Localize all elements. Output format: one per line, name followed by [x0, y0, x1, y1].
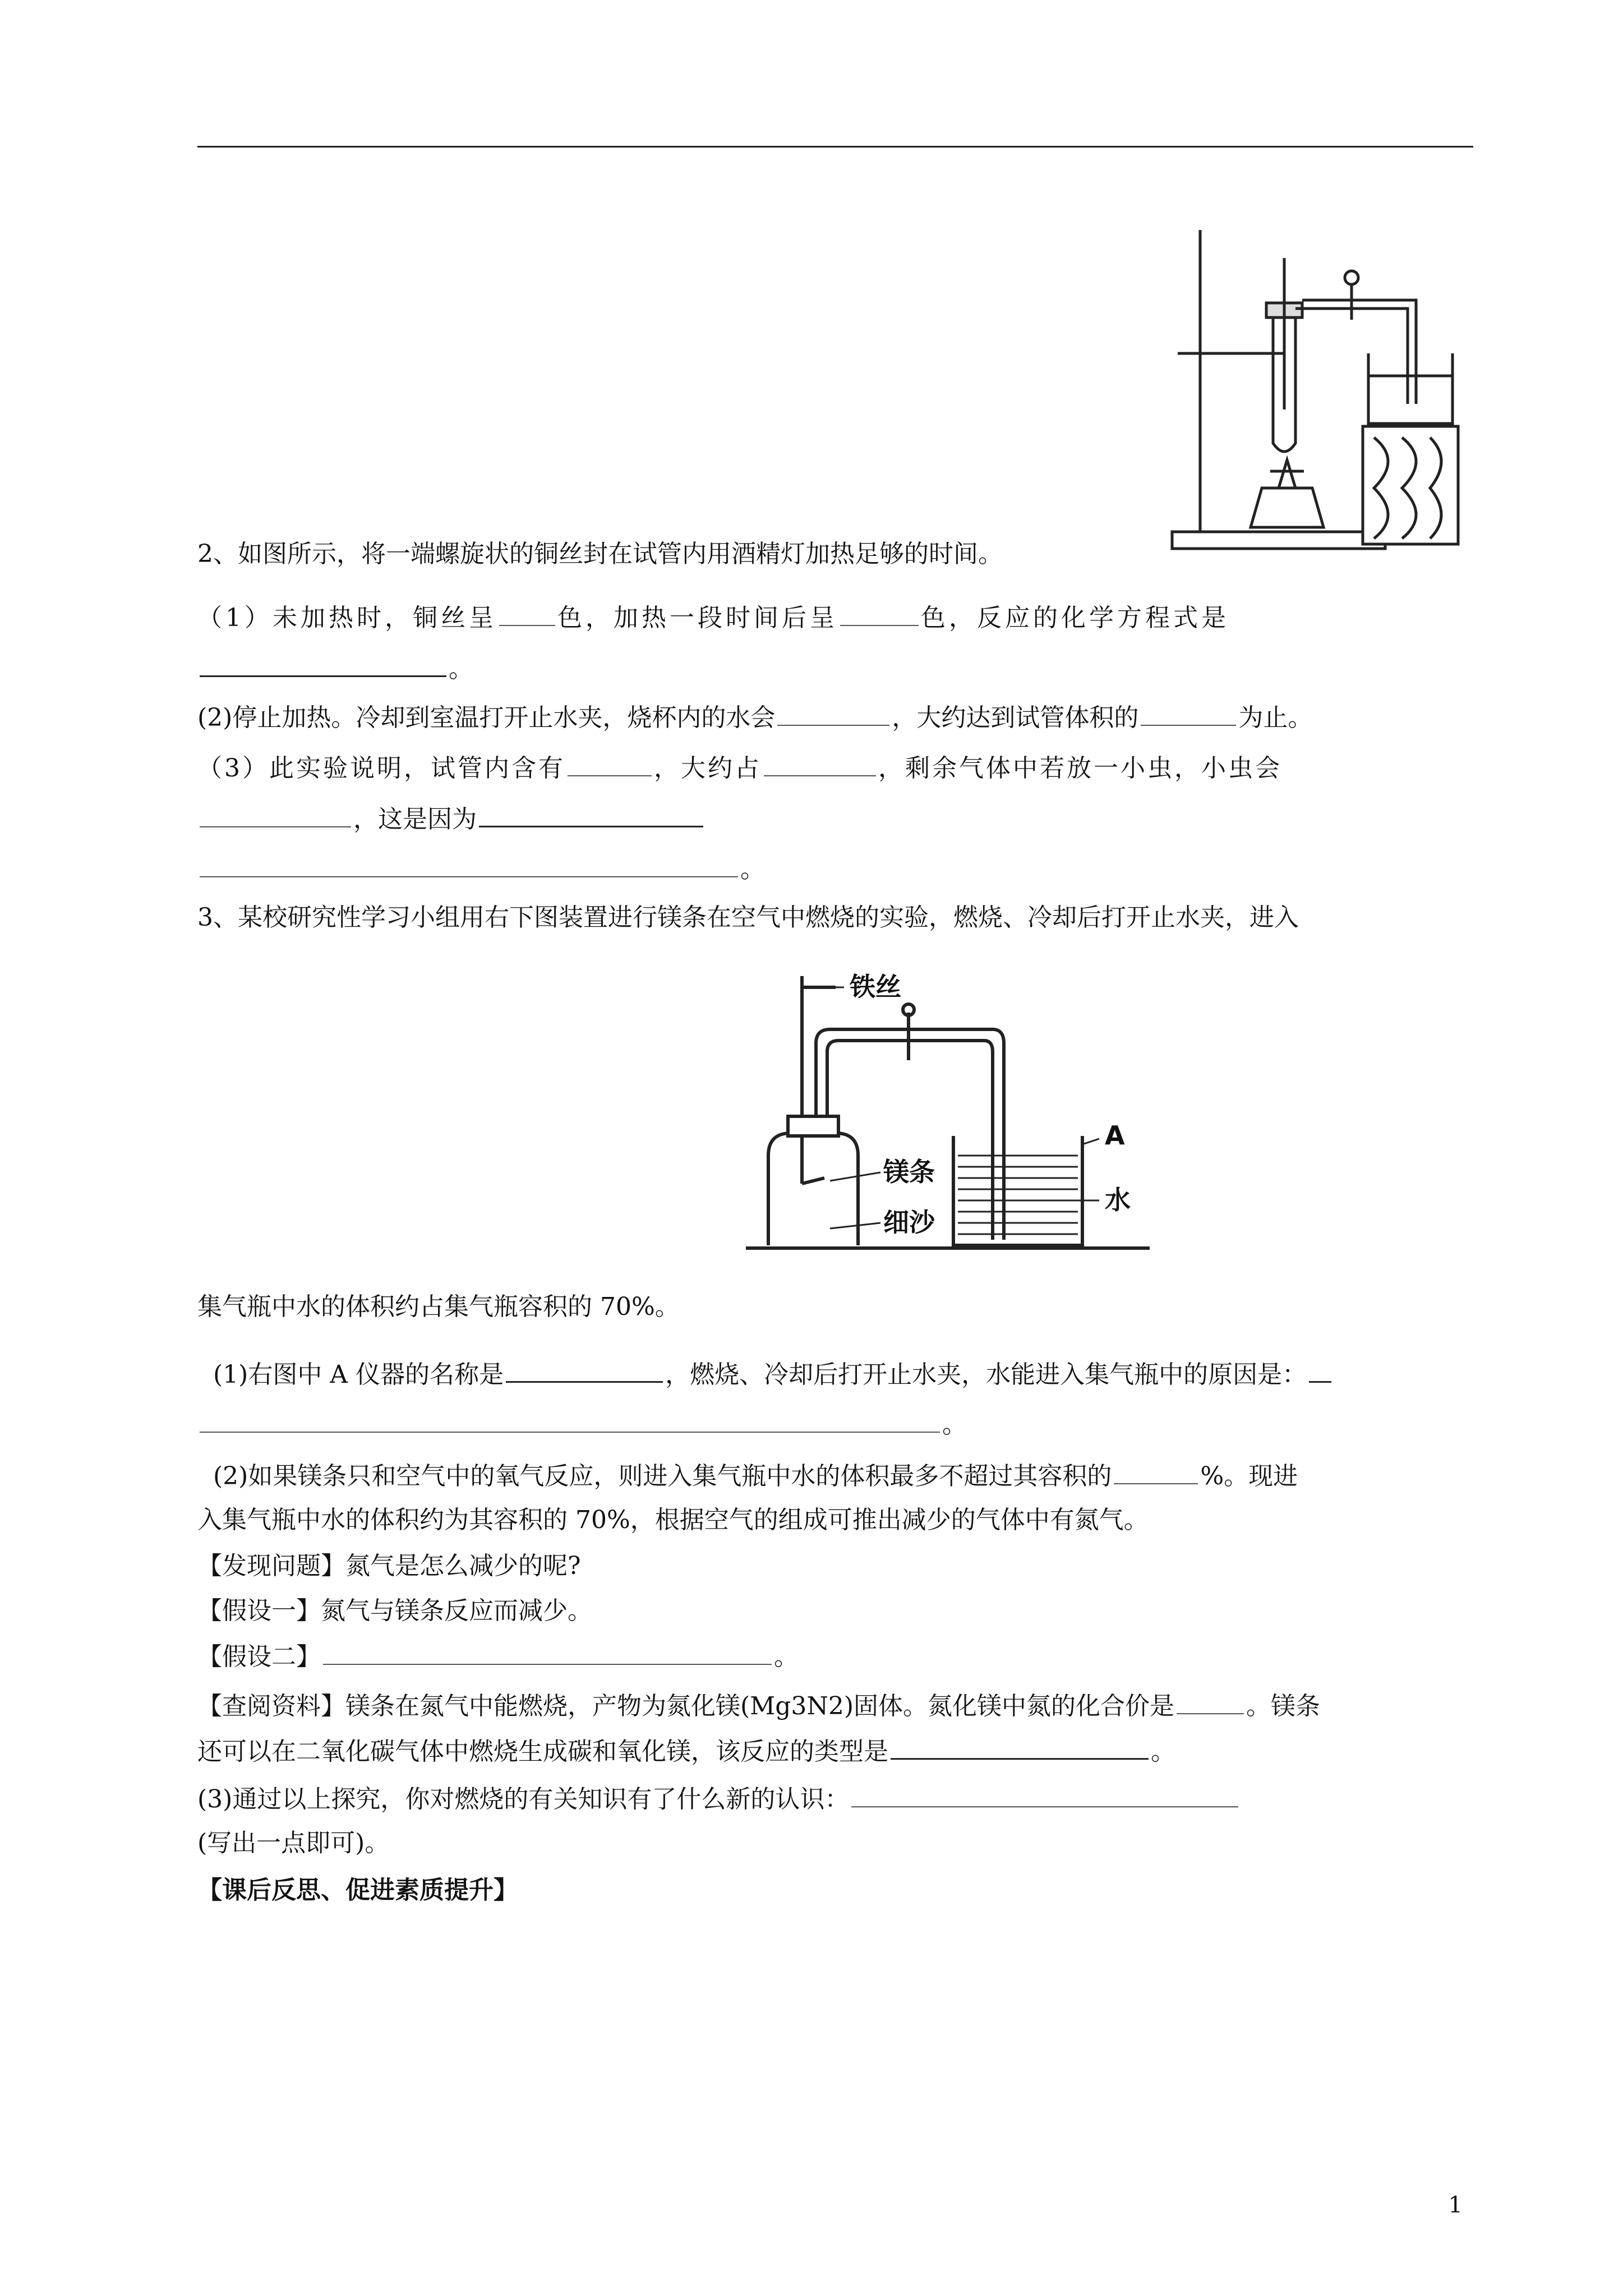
- q2-p1-text-a: （1）未加热时，铜丝呈: [197, 604, 497, 632]
- q2-p1-text-b: 色，加热一段时间后呈: [557, 604, 838, 632]
- q2-blank-reason-cont[interactable]: [200, 852, 738, 877]
- label-a: A: [1105, 1120, 1125, 1151]
- q3-blank-reason[interactable]: [200, 1407, 940, 1433]
- label-iron-wire: 铁丝: [850, 972, 901, 1002]
- q3-s2-text-b: %。现进: [1200, 1462, 1298, 1490]
- q2-blank-reason[interactable]: [479, 801, 703, 827]
- q3-hypothesis-2: [197, 1639, 799, 1674]
- q2-blank-color-after[interactable]: [840, 600, 919, 626]
- q2-p3-text-c: ，剩余气体中若放一小虫，小虫会: [878, 754, 1282, 783]
- reflection-heading: 【课后反思、促进素质提升】: [197, 1876, 518, 1904]
- q3-blank-instrument[interactable]: [506, 1356, 663, 1383]
- q2-p1-end: 。: [449, 655, 473, 683]
- q2-p3-text-a: （3）此实验说明，试管内含有: [197, 754, 565, 783]
- page-number: 1: [1448, 2192, 1463, 2218]
- q3-ref-text-c: 还可以在二氧化碳气体中燃烧生成碳和氧化镁，该反应的类型是: [197, 1737, 888, 1766]
- figure-copper-heating-apparatus: [1166, 224, 1469, 555]
- q2-intro: 2、如图所示，将一端螺旋状的铜丝封在试管内用酒精灯加热足够的时间。: [197, 540, 1003, 568]
- q3-sub3: [197, 1782, 1241, 1816]
- q2-part1: [197, 600, 1229, 635]
- q2-part2: [197, 700, 1312, 735]
- q3-ref-text-a: 【查阅资料】镁条在氮气中能燃烧，产物为氮化镁(Mg3N2)固体。氮化镁中氮的化合价是: [197, 1692, 1175, 1720]
- q3-ref-end: 。: [1151, 1737, 1175, 1766]
- q3-sub1: [213, 1356, 1334, 1392]
- q2-part3: [197, 751, 1282, 785]
- q3-blank-reaction-type[interactable]: [891, 1733, 1149, 1760]
- q2-blank-volume[interactable]: [1141, 700, 1236, 726]
- q2-blank-water[interactable]: [777, 700, 889, 726]
- q3-hyp2-end: 。: [774, 1642, 799, 1671]
- q3-s1-text-a: (1)右图中 A 仪器的名称是: [213, 1360, 504, 1389]
- q3-ref-text-b: 。镁条: [1246, 1692, 1321, 1720]
- q2-p1-text-c: 色，反应的化学方程式是: [921, 604, 1229, 632]
- header-rule: [197, 146, 1473, 148]
- q3-s1-text-b: ，燃烧、冷却后打开止水夹，水能进入集气瓶中的原因是：: [665, 1360, 1307, 1389]
- q3-reference: [197, 1688, 1320, 1723]
- label-magnesium: 镁条: [883, 1157, 935, 1187]
- q2-blank-color-before[interactable]: [499, 600, 555, 626]
- q3-hypothesis-1: 【假设一】氮气与镁条反应而减少。: [197, 1596, 592, 1625]
- q3-blank-reason-start[interactable]: [1309, 1356, 1331, 1383]
- q2-p2-text-b: ，大约达到试管体积的: [892, 703, 1139, 732]
- q2-blank-contains[interactable]: [568, 751, 652, 776]
- q2-p2-text-a: (2)停止加热。冷却到室温打开止水夹，烧杯内的水会: [197, 703, 776, 732]
- q2-p3-text-d: ，这是因为: [353, 805, 477, 834]
- q2-part3-cont: [197, 801, 706, 836]
- q2-blank-fraction[interactable]: [764, 751, 876, 776]
- q2-p3-end: 。: [740, 855, 765, 884]
- q2-blank-insect[interactable]: [200, 802, 351, 827]
- q3-reference-cont: [197, 1733, 1175, 1769]
- q3-sub1-cont: [197, 1407, 967, 1442]
- q3-s2-text-a: (2)如果镁条只和空气中的氧气反应，则进入集气瓶中水的体积最多不超过其容积的: [213, 1462, 1112, 1490]
- label-sand: 细沙: [883, 1207, 935, 1237]
- q3-find-question: 【发现问题】氮气是怎么减少的呢?: [197, 1552, 581, 1580]
- q3-s1-end: 。: [942, 1410, 967, 1439]
- q3-blank-percent[interactable]: [1114, 1458, 1198, 1484]
- q3-sub3-note: (写出一点即可)。: [197, 1829, 390, 1857]
- q3-blank-new-understanding[interactable]: [851, 1782, 1238, 1807]
- figure-magnesium-apparatus: [746, 965, 1150, 1262]
- label-water: 水: [1105, 1185, 1131, 1215]
- q3-blank-hypothesis[interactable]: [323, 1639, 772, 1665]
- q3-sub2: [213, 1458, 1298, 1493]
- q2-p3-text-b: ，大约占: [654, 754, 762, 783]
- q2-part1-equation: [197, 651, 473, 686]
- q3-hyp2-label: 【假设二】: [197, 1642, 321, 1671]
- q2-part3-end: [197, 852, 765, 886]
- q3-intro: 3、某校研究性学习小组用右下图装置进行镁条在空气中燃烧的实验，燃烧、冷却后打开止水夹，进入: [197, 903, 1299, 932]
- q3-s3-text-a: (3)通过以上探究，你对燃烧的有关知识有了什么新的认识：: [197, 1785, 850, 1814]
- q3-sub2-cont: 入集气瓶中水的体积约为其容积的 70%，根据空气的组成可推出减少的气体中有氮气。: [197, 1506, 1149, 1534]
- q2-blank-equation[interactable]: [200, 651, 446, 677]
- q3-blank-valence[interactable]: [1177, 1688, 1244, 1714]
- q3-intro-cont: 集气瓶中水的体积约占集气瓶容积的 70%。: [197, 1292, 680, 1321]
- q2-p2-text-c: 为止。: [1238, 703, 1313, 732]
